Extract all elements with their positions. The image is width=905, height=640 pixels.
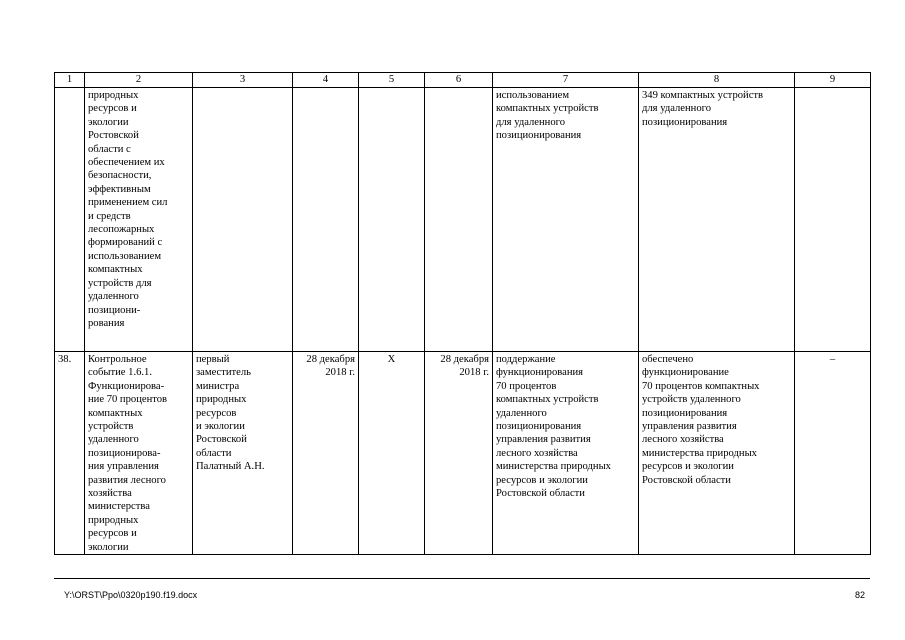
note-cell [795,88,871,352]
column-number: 2 [85,73,193,88]
column-number-row [55,73,871,88]
column-number: 1 [55,73,85,88]
column-number: 3 [193,73,293,88]
column-number: 4 [293,73,359,88]
table-row-38 [55,352,871,555]
table-row-continued [55,88,871,352]
actual-date-cell: Х [359,352,425,555]
plan-table [54,72,871,555]
event-name-cell: Контрольное событие 1.6.1. Функционирова- ние 70 процентов компактных устройств удаленного позиционирова- ния управления развития лесного хозяйства министерства природных ресурсов и экологии [85,352,193,555]
actual-result-cell: обеспечено функционирование 70 процентов компактных устройств удаленного позиционирования управления развития лесного хозяйства министерства природных ресурсов и экологии Ростовской области [639,352,795,555]
column-number: 7 [493,73,639,88]
column-number: 8 [639,73,795,88]
row-number-cell [55,88,85,352]
expected-result-cell: использованием компактных устройств для удаленного позиционирования [493,88,639,352]
planned-date-cell [293,88,359,352]
column-number: 6 [425,73,493,88]
row-number-cell: 38. [55,352,85,555]
responsible-cell [193,88,293,352]
actual-result-cell: 349 компактных устройств для удаленного позиционирования [639,88,795,352]
event-name-cell: природных ресурсов и экологии Ростовской области с обеспечением их безопасности, эффективным применением сил и средств лесопожарных формирований с использованием компактных устройств для удаленного позициони- рования [85,88,193,352]
responsible-cell: первый заместитель министра природных ресурсов и экологии Ростовской области Палатный А.Н. [193,352,293,555]
column-number: 9 [795,73,871,88]
note-cell: – [795,352,871,555]
actual-date-cell [359,88,425,352]
date-cell [425,88,493,352]
expected-result-cell: поддержание функционирования 70 процентов компактных устройств удаленного позиционирования управления развития лесного хозяйства министерства природных ресурсов и экологии Ростовской области [493,352,639,555]
footer-file-path: Y:\ORST\Ppo\0320p190.f19.docx [64,590,198,600]
footer-page-number: 82 [854,590,865,600]
page-bottom-rule [54,578,870,579]
planned-date-cell: 28 декабря 2018 г. [293,352,359,555]
column-number: 5 [359,73,425,88]
date-cell: 28 декабря 2018 г. [425,352,493,555]
